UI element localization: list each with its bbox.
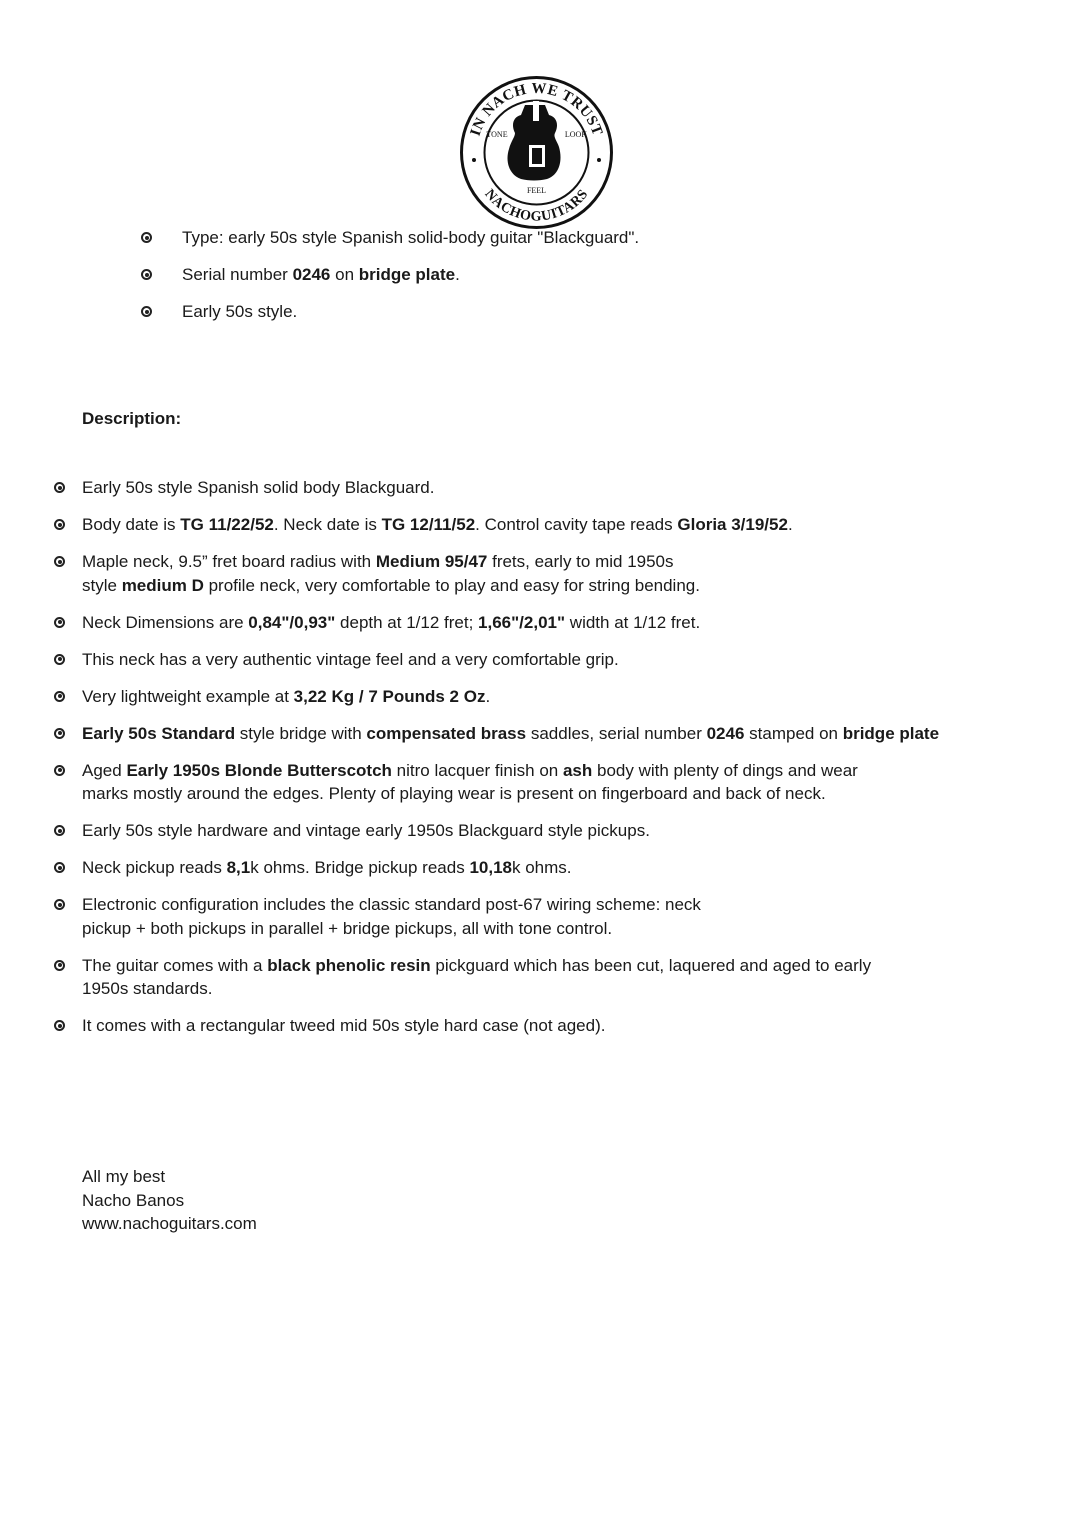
bullet-icon (54, 899, 65, 910)
bullet-icon (54, 691, 65, 702)
summary-list (182, 226, 639, 337)
list-item: Body date is TG 11/22/52. Neck date is TG 12/11/52. Control cavity tape reads Gloria 3/19/52. (82, 513, 1072, 537)
bullet-icon (54, 960, 65, 971)
guitar-icon (508, 101, 561, 181)
nachoguitars-logo (459, 75, 614, 230)
signature (82, 1165, 257, 1236)
bullet-icon (54, 654, 65, 665)
bullet-icon (54, 862, 65, 873)
list-item: Early 50s style hardware and vintage early 1950s Blackguard style pickups. (82, 819, 1072, 843)
bullet-icon (54, 519, 65, 530)
list-item: Neck pickup reads 8,1k ohms. Bridge pickup reads 10,18k ohms. (82, 856, 1072, 880)
logo-arc-top-text: IN NACH WE TRUST (467, 80, 606, 139)
description-list (82, 476, 1072, 1051)
bullet-icon (54, 825, 65, 836)
bullet-icon (141, 306, 152, 317)
bullet-icon (54, 482, 65, 493)
list-item: Early 50s style. (182, 300, 639, 324)
logo-label-tone: TONE (486, 130, 508, 139)
signature-name: Nacho Banos (82, 1190, 185, 1210)
bullet-icon (54, 556, 65, 567)
logo-label-look: LOOK (564, 130, 588, 139)
signature-website: www.nachoguitars.com (82, 1214, 257, 1233)
list-item: Maple neck, 9.5” fret board radius with Medium 95/47 frets, early to mid 1950s style medium D profile neck, very comfortable to play and easy for string bending. (82, 550, 1072, 597)
bullet-icon (54, 728, 65, 739)
list-item: Type: early 50s style Spanish solid-body guitar "Blackguard". (182, 226, 639, 250)
bullet-icon (54, 1020, 65, 1031)
list-item: Neck Dimensions are 0,84"/0,93" depth at 1/12 fret; 1,66"/2,01" width at 1/12 fret. (82, 611, 1072, 635)
list-item: Early 50s Standard style bridge with compensated brass saddles, serial number 0246 stamped on bridge plate (82, 722, 1072, 746)
bullet-icon (141, 232, 152, 243)
description-heading: Description: (82, 409, 182, 428)
bullet-icon (54, 617, 65, 628)
list-item: Electronic configuration includes the classic standard post-67 wiring scheme: neck pickup + both pickups in parallel + bridge pickups, all with tone control. (82, 893, 1072, 940)
bullet-icon (54, 765, 65, 776)
logo-label-feel: FEEL (526, 186, 547, 195)
bullet-icon (141, 269, 152, 280)
list-item: The guitar comes with a black phenolic resin pickguard which has been cut, laquered and aged to early 1950s standards. (82, 954, 1072, 1001)
list-item: Aged Early 1950s Blonde Butterscotch nitro lacquer finish on ash body with plenty of dings and wear marks mostly around the edges. Plenty of playing wear is present on fingerboard and back of neck. (82, 759, 1072, 806)
list-item: It comes with a rectangular tweed mid 50s style hard case (not aged). (82, 1014, 1072, 1038)
signature-closing: All my best (82, 1167, 166, 1186)
list-item: This neck has a very authentic vintage feel and a very comfortable grip. (82, 648, 1072, 672)
logo-arc-bottom-text: NACHOGUITARS (481, 186, 592, 225)
list-item: Early 50s style Spanish solid body Blackguard. (82, 476, 1072, 500)
list-item: Serial number 0246 on bridge plate. (182, 263, 639, 287)
list-item: Very lightweight example at 3,22 Kg / 7 Pounds 2 Oz. (82, 685, 1072, 709)
